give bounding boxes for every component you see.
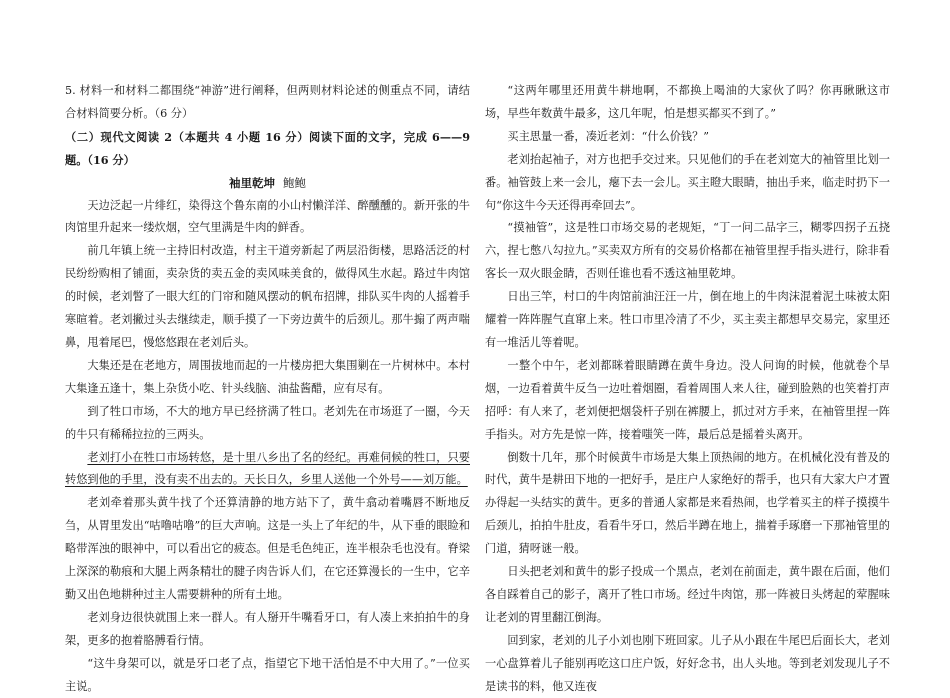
paragraph: 倒数十几年，那个时候黄牛市场是大集上顶热闹的地方。在机械化没有普及的时代，黄牛是耕田下地的一把好手，是庄户人家绝好的帮手，也只有大家大户才置办得起一头结实的黄牛。更多的普通人家都是来看热闹，也学着买主的样子摸摸牛后颈儿，拍拍牛肚皮，看看牛牙口，然后半蹲在地上，揣着手琢磨一下那袖管里的门道，猜呀谜一般。 — [485, 450, 890, 556]
paragraph: 老刘抬起袖子，对方也把手交过来。只见他们的手在老刘宽大的袖管里比划一番。袖管鼓上来一会儿，瘪下去一会儿。买主瞪大眼睛，抽出手来，临走时扔下一句“你这牛今天还得再牵回去”。 — [485, 152, 890, 212]
paragraph: “这牛身架可以，就是牙口老了点，指望它下地干活怕是不中大用了。”一位买主说。 — [65, 656, 470, 693]
paragraph: 前几年镇上统一主持旧村改造，村主干道旁新起了两层沿街楼，思路活泛的村民纷纷购相了铺面，卖杂货的卖五金的卖风味美食的，做得风生水起。路过牛肉馆的时候，老刘瞥了一眼大红的门帘和随风摆动的帆布招牌，排队买牛肉的人摇着手寒暄着。老刘撇过头去继续走，顺手摸了一下旁边黄牛的后颈儿。那牛搧了两声喘鼻，甩着尾巴，慢悠悠跟在老刘后头。 — [65, 244, 470, 349]
paragraph: 日出三竿，村口的牛肉馆前油汪汪一片，倒在地上的牛肉沫混着泥土味被太阳耀着一阵阵腥气直窜上来。牲口市里冷清了不少，买主卖主都想早交易完，家里还有一堆活儿等着呢。 — [485, 290, 890, 349]
paragraph: 大集还是在老地方，周围拔地而起的一片楼房把大集围剿在一片树林中。本村大集逢五逢十，集上杂货小吃、针头线脑、油盐酱醋，应有尽有。 — [65, 358, 470, 395]
question-5: 5. 材料一和材料二都围绕“神游”进行阐释，但两则材料论述的侧重点不同，请结合材料简要分析。（6 分） — [65, 84, 470, 120]
paragraph: 到了牲口市场，不大的地方早已经挤满了牲口。老刘先在市场逛了一圈，今天的牛只有稀稀拉拉的三两头。 — [65, 404, 470, 441]
story-title: 袖里乾坤 — [229, 175, 275, 190]
paragraph: 老刘身边很快就围上来一群人。有人掰开牛嘴看牙口，有人凑上来拍拍牛的身架，更多的抱着胳膊看行情。 — [65, 610, 470, 647]
story-title-line — [65, 172, 470, 195]
section-heading: （二）现代文阅读 2（本题共 4 小题 16 分）阅读下面的文字，完成 6——9 题。（16 分） — [65, 129, 470, 167]
paragraph: 一整个中午，老刘都眯着眼睛蹲在黄牛身边。没人问询的时候，他就卷个旱烟，一边看着黄牛反刍一边吐着烟圈，看着周围人来人往，碰到脸熟的也笑着打声招呼：有人来了，老刘便把烟袋杆子别在裤腰上，抓过对方手来，在袖管里捏一阵手指头。对方先是惊一阵，接着嗤笑一阵，最后总是摇着头离开。 — [485, 358, 890, 441]
paragraph: 日头把老刘和黄牛的影子投成一个黑点，老刘在前面走，黄牛跟在后面，他们各自踩着自己的影子，离开了牲口市场。经过牛肉馆，那一阵被日头烤起的荤腥味让老刘的胃里翻江倒海。 — [485, 565, 890, 624]
paragraph: “这两年哪里还用黄牛耕地啊，不都换上喝油的大家伙了吗？你再瞅瞅这市场，早些年数黄牛最多，这几年呢，怕是想买都买不到了。” — [485, 84, 890, 120]
story-author: 鲍鲍 — [283, 175, 306, 190]
underlined-paragraph: 老刘打小在牲口市场转悠，是十里八乡出了名的经纪。再难伺候的牲口，只要转悠到他的手里，没有卖不出去的。天长日久，乡里人送他一个外号——刘万能。 — [65, 450, 470, 487]
right-column — [485, 80, 890, 698]
paragraph: “摸袖管”，这是牲口市场交易的老规矩，“丁一问二品字三，糊零四拐子五挠六，捏七憋八勾拉九。”买卖双方所有的交易价格都在袖管里捏手指头进行，除非看客长一双火眼金睛，否则任谁也看不透这袖里乾坤。 — [485, 221, 890, 281]
paragraph: 回到家，老刘的儿子小刘也刚下班回家。儿子从小跟在牛尾巴后面长大，老刘一心盘算着儿子能别再吃这口庄户饭，好好念书，出人头地。等到老刘发现儿子不是读书的料，他又连夜 — [485, 633, 890, 693]
paragraph: 天边泛起一片绯红，染得这个鲁东南的小山村懒洋洋、醉醺醺的。新开张的牛肉馆里升起来一缕炊烟，空气里满是牛肉的鲜香。 — [65, 198, 470, 235]
paragraph: 买主思量一番，凑近老刘：“什么价钱？” — [507, 129, 710, 143]
paragraph: 老刘牵着那头黄牛找了个还算清静的地方站下了，黄牛翕动着嘴唇不断地反刍，从胃里发出“咕噜咕噜”的巨大声响。这是一头上了年纪的牛，从下垂的眼睑和略带浑浊的眼神中，可以看出它的疲态。但是毛色纯正，连半根杂毛也没有。脊梁上深深的勒痕和大腿上两条精壮的腱子肉告诉人们，在它还算漫长的一生中，它辛勤又出色地耕种过主人需要耕种的所有土地。 — [65, 496, 470, 601]
left-column — [65, 80, 470, 698]
